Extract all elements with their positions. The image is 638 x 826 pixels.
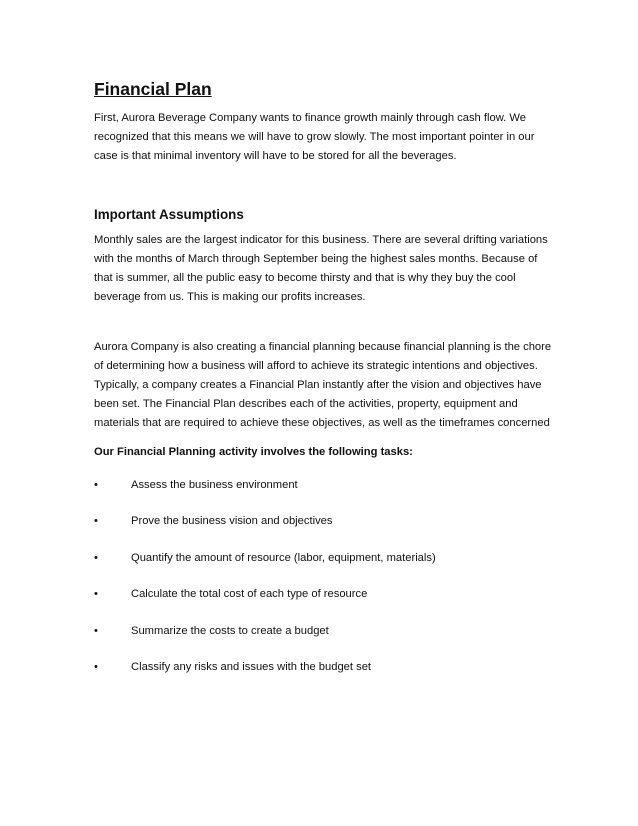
page-title: Financial Plan [94,79,212,99]
intro-paragraph: First, Aurora Beverage Company wants to finance growth mainly through cash flow. We recognized that this means we will have to grow slowly. The most important pointer in our case is that minimal inventory will have to be stored for all the beverages. [94,112,535,162]
bullet-icon: • [94,551,98,564]
planning-paragraph: Aurora Company is also creating a financial planning because financial planning is the chore of determining how a business will afford to achieve its strategic intentions and objectives. Typically, a company creates a Financial Plan instantly after the vision and objectives have been set. The Financial Plan describes each of the activities, property, equipment and materials that are required to achieve these objectives, as well as the timeframes concerned [94,341,552,429]
list-item [94,658,554,677]
task-text: Summarize the costs to create a budget [131,624,329,637]
bullet-icon: • [94,515,98,528]
task-list [94,476,554,677]
list-item [94,549,554,568]
bullet-icon: • [94,624,98,637]
assumptions-paragraph: Monthly sales are the largest indicator for this business. There are several drifting variations with the months of March through September being the highest sales months. Because of that is summer, all the public easy to become thirsty and that is why they buy the cool beverage from us. This is making our profits increases. [94,234,548,303]
list-item [94,585,554,604]
bullet-icon: • [94,588,98,601]
tasks-intro: Our Financial Planning activity involves the following tasks: [94,446,413,458]
assumptions-heading: Important Assumptions [94,207,244,222]
task-text: Calculate the total cost of each type of resource [131,588,368,601]
bullet-icon: • [94,660,98,673]
list-item [94,512,554,531]
bullet-icon: • [94,479,98,491]
task-text: Quantify the amount of resource (labor, equipment, materials) [131,551,436,564]
list-item [94,476,554,495]
document-content [94,78,554,694]
list-item [94,622,554,641]
task-text: Prove the business vision and objectives [131,515,333,528]
task-text: Assess the business environment [131,479,298,491]
task-text: Classify any risks and issues with the budget set [131,660,372,673]
